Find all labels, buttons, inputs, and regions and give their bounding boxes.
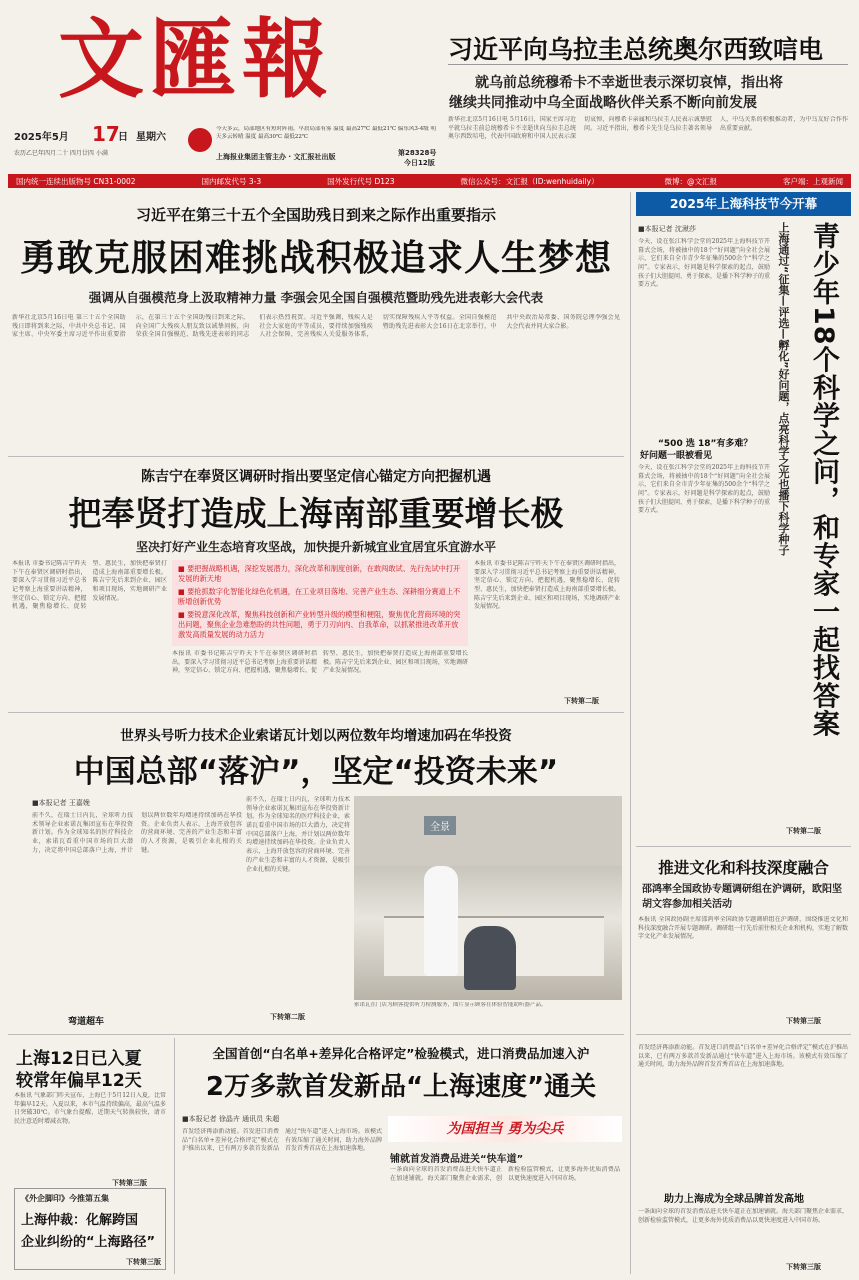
emblem-icon [188, 128, 212, 152]
info-item-app[interactable]: 客户端：上观新闻 [782, 176, 843, 186]
date-line [14, 122, 184, 162]
info-item-wechat[interactable]: 微信公众号：文汇报（ID:wenhuidaily） [460, 176, 599, 186]
info-item-foreign: 国外发行代号 D123 [327, 176, 395, 186]
foreign-firm-box [14, 1188, 166, 1270]
third-pull: 弯道超车 [68, 1017, 105, 1027]
third-byline: ■本报记者 王嘉娩 [32, 799, 90, 807]
second-continue[interactable]: 下转第二版 [564, 697, 599, 705]
tech-vertical-headline[interactable]: 青少年18个科学之问，和专家一起找答案 [808, 222, 839, 738]
tech-text-bottom: 今天，设在张江科学会堂的2025年上海科技节开幕式会场，将被抽中的18个“好问题”向全社会展示，它们来自全市青少年征集的500余个“科学之问”。专家表示，好问题是科学探索的起点，鼓励孩子们大胆提问、勇于探索，是播下科学种子的重要方式。 [638, 464, 770, 515]
fourth-inner-headline[interactable]: 铺就首发消费品进关“快车道” [390, 1154, 524, 1165]
tech-vertical-kicker: 上海通过“征集—评选—孵化”好问题，点亮科学之光也播下科学种子 [777, 222, 790, 556]
fourth-kicker: 全国首创“白名单+差异化合格评定”检验模式，进口消费品加速入沪 [212, 1046, 590, 1061]
summer-text: 本报讯 气象部门昨天宣布，上海已于5月12日入夏，比常年偏早12天。入夏以来，本市气温持续偏高，最高气温多日突破30℃。市气象台提醒，近期天气转换较快，请市民注意适时增减衣物。 [14, 1092, 166, 1126]
publisher: 上海报业集团主管主办 · 文汇报社出版 [216, 153, 336, 161]
photo-sign: 全景 [424, 816, 456, 835]
lead-text: 新华社北京5月16日电 第三十五个全国助残日即将到来之际，中共中央总书记、国家主席、中央军委主席习近平作出重要指示，在第三十五个全国助残日到来之际，向全国广大残疾人朋友致以诚挚问候，向荣获全国自强模范、助残先进表彰的同志们表示热烈祝贺。习近平强调，残疾人是社会大家庭的平等成员，要持续加强残疾人社会保障，完善残疾人关爱服务体系，切实保障残疾人平等权益。全国自强模范暨助残先进表彰大会16日在北京举行，中共中央政治局常委、国务院总理李强会见大会代表并同大家合影。 [12, 314, 620, 339]
masthead [0, 0, 859, 175]
photo-person-staff [424, 866, 458, 976]
summer-headline-1[interactable]: 上海12日已入夏 [16, 1049, 142, 1069]
second-text-right: 本报讯 市委书记陈吉宁昨天下午在奉贤区调研时指出，要深入学习贯彻习近平总书记考察上海重要讲话精神，坚定信心、锁定方向、把握机遇，聚焦稳增长、促转型、惠民生，加快把奉贤打造成上海南部重要增长极。陈吉宁先后来到企业、园区和项目现场，实地调研产业发展情况。 [474, 560, 620, 611]
second-text-left: 本报讯 市委书记陈吉宁昨天下午在奉贤区调研时指出，要深入学习贯彻习近平总书记考察上海重要讲话精神，坚定信心、锁定方向、把握机遇，聚焦稳增长、促转型、惠民生，加快把奉贤打造成上海南部重要增长极。陈吉宁先后来到企业、园区和项目现场，实地调研产业发展情况。 [12, 560, 167, 611]
third-headline[interactable]: 中国总部“落沪”，坚定“投资未来” [73, 754, 559, 790]
divider-vertical-bl [174, 1038, 175, 1274]
top-story-text: 新华社北京5月16日电 5月16日，国家主席习近平就乌拉圭前总统穆希卡不幸逝世向乌拉圭总统奥尔西致唁电，代表中国政府和中国人民表示深切哀悼，向穆希卡亲属和乌拉圭人民表示诚挚慰问。习近平指出，穆希卡先生是乌拉圭著名领导人，中乌关系的积极推动者，为中乌友好合作作出重要贡献。 [448, 116, 848, 141]
second-quote-1: ■ 要把握战略机遇，深挖发展潜力，深化改革和制度创新，在敢闯敢试、先行先试中打开发展的新天地 [178, 564, 461, 584]
date-day-suffix: 日 [118, 132, 128, 143]
customs-story [636, 1038, 851, 1274]
second-subline: 坚决打好产业生态培育攻坚战，加快提升新城宜业宜居宜乐宜游水平 [135, 540, 496, 554]
fourth-inner-text: 一条面向全球的首发消费品进关快车道正在加速铺就。海关部门聚焦企业需求，创新检验监管模式，让更多海外优质消费品以更快速度进入中国市场。 [390, 1166, 620, 1182]
third-story [8, 716, 624, 1032]
lead-story [8, 192, 624, 454]
customs-text-top: 首发经济再添新动能。首发进口消费品“白名单+差异化合格评定”模式在沪推出以来，已有两万多款首发新品通过“快车道”进入上海市场。该模式有效压缩了通关时间，助力海外品牌首发首秀首店在上海加速落地。 [638, 1044, 848, 1069]
top-story-headline[interactable]: 习近平向乌拉圭总统奥尔西致唁电 [448, 35, 824, 64]
foreign-firm-continue[interactable]: 下转第三版 [126, 1258, 161, 1266]
fourth-banner [388, 1116, 622, 1142]
culture-headline[interactable]: 推进文化和科技深度融合 [658, 859, 829, 877]
culture-subline: 邵鸿率全国政协专题调研组在沪调研，欧阳坚胡文容参加相关活动 [642, 884, 842, 910]
divider-1 [8, 456, 624, 457]
info-item-post: 国内邮发代号 3-3 [201, 176, 262, 186]
store-photo [354, 796, 622, 1000]
culture-continue[interactable]: 下转第三版 [786, 1017, 821, 1025]
lunar-date: 农历乙巳年四月二十 四月廿四 小满 [14, 150, 108, 157]
third-kicker: 世界头号听力技术企业索诺瓦计划以两位数年均增速加码在华投资 [120, 728, 512, 744]
second-headline[interactable]: 把奉贤打造成上海南部重要增长极 [68, 494, 564, 533]
divider-right [636, 846, 851, 847]
summer-story [8, 1038, 172, 1274]
tech-festival [636, 192, 851, 842]
fourth-byline: ■本报记者 徐晶卉 通讯员 朱超 [182, 1115, 280, 1123]
tech-byline: ■本报记者 沈湫莎 [638, 225, 696, 233]
tech-q-title: “500 选 18”有多难？ [658, 439, 753, 449]
second-quote-2: ■ 要抢抓数字化智能化绿色化机遇，在工业项目落地、完善产业生态、深耕细分赛道上不断增创新优势 [178, 587, 461, 607]
third-continue[interactable]: 下转第二版 [270, 1013, 305, 1021]
top-story-sub2: 继续共同推动中乌全面战略伙伴关系不断向前发展 [449, 95, 757, 111]
second-quote-3: ■ 要锐意深化改革，聚焦科技创新和产业转型升级的模型和梗阻，聚焦优化营商环境的突出问题，聚焦企业急难愁盼的共性问题，勇于刀刃向内、自我革命，以抓紧推进改革开放激发高质量发展的动力活力 [178, 610, 461, 640]
tech-continue[interactable]: 下转第二版 [786, 827, 821, 835]
third-text-left: 前不久，在瑞士日内瓦，全球听力技术领导企业索诺瓦集团宣布在华投资新计划。作为全球知名的医疗科技企业，索诺瓦看重中国市场的巨大潜力，决定将中国总部落户上海，并计划以两位数年均增速持续加码在华投资。企业负责人表示，上海开放包容的营商环境、完善的产业生态和丰富的人才资源，是吸引企业扎根的关键。 [32, 812, 242, 854]
weather-text: 今天多云，局部地区有短时阵雨，早晨局部有雾 温度 最高27℃ 最低21℃ 偏东风3-4级 明天多云转晴 温度 最高30℃ 最低22℃ [216, 126, 436, 140]
fourth-story [178, 1038, 624, 1274]
foreign-firm-headline-2[interactable]: 企业纠纷的“上海路径” [21, 1235, 156, 1250]
fourth-banner-text: 为国担当 勇为尖兵 [446, 1121, 564, 1137]
fourth-headline[interactable]: 2万多款首发新品“上海速度”通关 [205, 1072, 597, 1102]
tech-banner [636, 192, 851, 216]
info-item-weibo[interactable]: 微博：@文汇报 [664, 176, 718, 186]
info-item-cn: 国内统一连续出版物号 CN31-0002 [16, 176, 136, 186]
photo-wall [354, 796, 622, 866]
weekday: 星期六 [136, 132, 166, 143]
tech-text-top: 今天，设在张江科学会堂的2025年上海科技节开幕式会场，将被抽中的18个“好问题”向全社会展示，它们来自全市青少年征集的500余个“科学之问”。专家表示，好问题是科学探索的起点，鼓励孩子们大胆提问、勇于探索，是播下科学种子的重要方式。 [638, 238, 770, 289]
summer-continue[interactable]: 下转第三版 [112, 1179, 147, 1187]
fourth-text: 首发经济再添新动能。首发进口消费品“白名单+差异化合格评定”模式在沪推出以来，已有两万多款首发新品通过“快车道”进入上海市场。该模式有效压缩了通关时间，助力海外品牌首发首秀首店在上海加速落地。 [182, 1128, 382, 1153]
second-quote-box [172, 560, 468, 646]
foreign-firm-kicker: 《外企脚印》今推第五集 [21, 1194, 109, 1203]
divider-right-2 [636, 1034, 851, 1035]
summer-headline-2[interactable]: 较常年偏早12天 [16, 1071, 142, 1091]
tech-banner-text: 2025年上海科技节今开幕 [669, 196, 818, 211]
customs-continue[interactable]: 下转第三版 [786, 1263, 821, 1271]
divider-vertical-right [630, 192, 631, 1274]
photo-person-customer [464, 926, 516, 990]
second-text-mid: 本报讯 市委书记陈吉宁昨天下午在奉贤区调研时指出，要深入学习贯彻习近平总书记考察上海重要讲话精神，坚定信心、锁定方向、把握机遇，聚焦稳增长、促转型、惠民生，加快把奉贤打造成上海南部重要增长极。陈吉宁先后来到企业、园区和项目现场，实地调研产业发展情况。 [172, 650, 468, 675]
newspaper-logo: 文匯報 [58, 9, 334, 110]
divider-bottom-left [8, 1034, 624, 1035]
photo-caption: 索诺瓦在门店为顾客提供听力检测服务，图片显示顾客在体验智能助听器产品。 [354, 1002, 547, 1008]
top-story-divider [448, 64, 848, 65]
customs-text-bottom: 一条面向全球的首发消费品进关快车道正在加速铺就。海关部门聚焦企业需求，创新检验监管模式，让更多海外优质消费品以更快速度进入中国市场。 [638, 1208, 848, 1224]
second-story [8, 460, 624, 710]
culture-story [636, 850, 851, 1030]
divider-2 [8, 712, 624, 713]
customs-side-head[interactable]: 助力上海成为全球品牌首发高地 [664, 1194, 804, 1205]
tech-q-sub: 好问题一眼被看见 [640, 451, 713, 461]
top-story-sub1: 就乌前总统穆希卡不幸逝世表示深切哀悼，指出将 [475, 75, 783, 91]
info-bar [8, 174, 851, 188]
issue-number: 第28328号 [398, 149, 437, 157]
lead-kicker: 习近平在第三十五个全国助残日到来之际作出重要指示 [135, 206, 496, 224]
lead-headline[interactable]: 勇敢克服困难挑战积极追求人生梦想 [19, 238, 612, 279]
culture-text: 本报讯 全国政协副主席邵鸿率全国政协专题调研组在沪调研，围绕推进文化和科技深度融合开展专题调研。调研组一行先后前往相关企业和机构，实地了解数字文化产业发展情况。 [638, 916, 848, 941]
second-kicker: 陈吉宁在奉贤区调研时指出要坚定信心锚定方向把握机遇 [141, 469, 491, 485]
foreign-firm-headline-1[interactable]: 上海仲裁：化解跨国 [21, 1213, 139, 1228]
lead-subline: 强调从自强模范身上汲取精神力量 李强会见全国自强模范暨助残先进表彰大会代表 [88, 290, 544, 305]
date-day: 17 [92, 122, 120, 146]
date-prefix: 2025年5月 [14, 132, 69, 143]
page-count: 今日12版 [404, 159, 435, 167]
third-text-mid: 前不久，在瑞士日内瓦，全球听力技术领导企业索诺瓦集团宣布在华投资新计划。作为全球知名的医疗科技企业，索诺瓦看重中国市场的巨大潜力，决定将中国总部落户上海，并计划以两位数年均增速持续加码在华投资。企业负责人表示，上海开放包容的营商环境、完善的产业生态和丰富的人才资源，是吸引企业扎根的关键。 [246, 796, 350, 873]
